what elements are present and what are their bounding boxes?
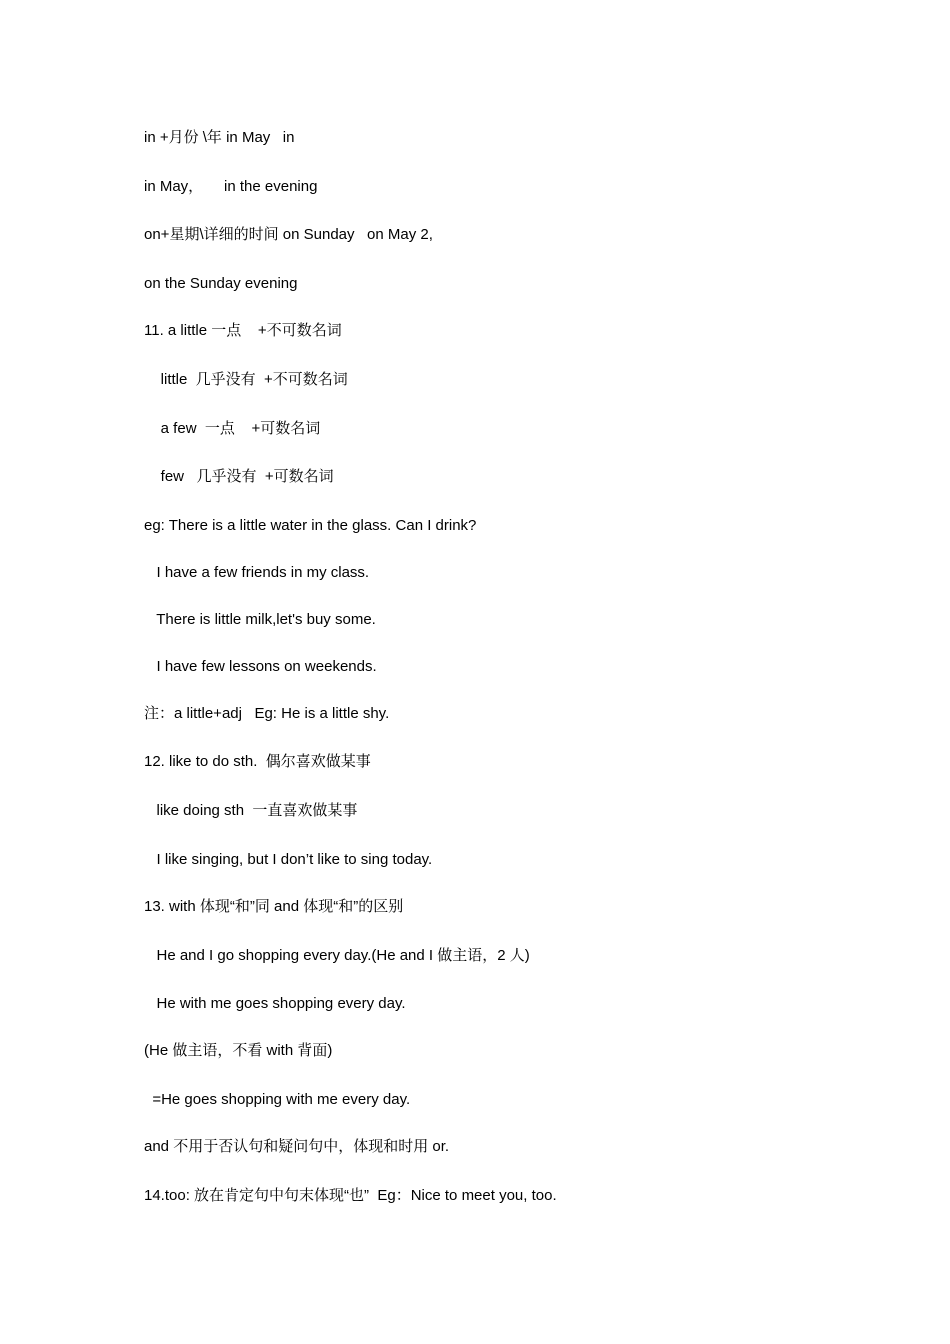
text-line: (He 做主语，不看 with 背面) (144, 1042, 333, 1059)
text-line: I have a few friends in my class. (144, 564, 370, 581)
text-line: 12. like to do sth. 偶尔喜欢做某事 (144, 753, 371, 770)
text-line: 11. a little 一点 +不可数名词 (144, 322, 342, 339)
text-line: I have few lessons on weekends. (144, 658, 377, 675)
text-line: like doing sth 一直喜欢做某事 (144, 802, 358, 819)
text-line: on the Sunday evening (144, 275, 298, 292)
text-line: 13. with 体现“和”同 and 体现“和”的区别 (144, 898, 404, 915)
text-line: I like singing, but I don’t like to sing today. (144, 851, 433, 868)
text-line: =He goes shopping with me every day. (144, 1091, 411, 1108)
text-line: in May， in the evening (144, 178, 318, 195)
text-line: He and I go shopping every day.(He and I 做主语，2 人) (144, 947, 530, 964)
text-line: He with me goes shopping every day. (144, 995, 406, 1012)
text-line: 14.too: 放在肯定句中句末体现“也” Eg：Nice to meet you, too. (144, 1187, 557, 1204)
text-line: in +月份 \年 in May in (144, 129, 295, 146)
text-line: and 不用于否认句和疑问句中，体现和时用 or. (144, 1138, 450, 1155)
text-line: few 几乎没有 +可数名词 (144, 468, 334, 485)
text-line: There is little milk,let's buy some. (144, 611, 376, 628)
text-line: on+星期\详细的时间 on Sunday on May 2, (144, 226, 433, 243)
text-line: 注：a little+adj Eg: He is a little shy. (144, 705, 390, 722)
text-line: little 几乎没有 +不可数名词 (144, 371, 348, 388)
text-line: a few 一点 +可数名词 (144, 420, 321, 437)
text-line: eg: There is a little water in the glass. Can I drink? (144, 517, 477, 534)
